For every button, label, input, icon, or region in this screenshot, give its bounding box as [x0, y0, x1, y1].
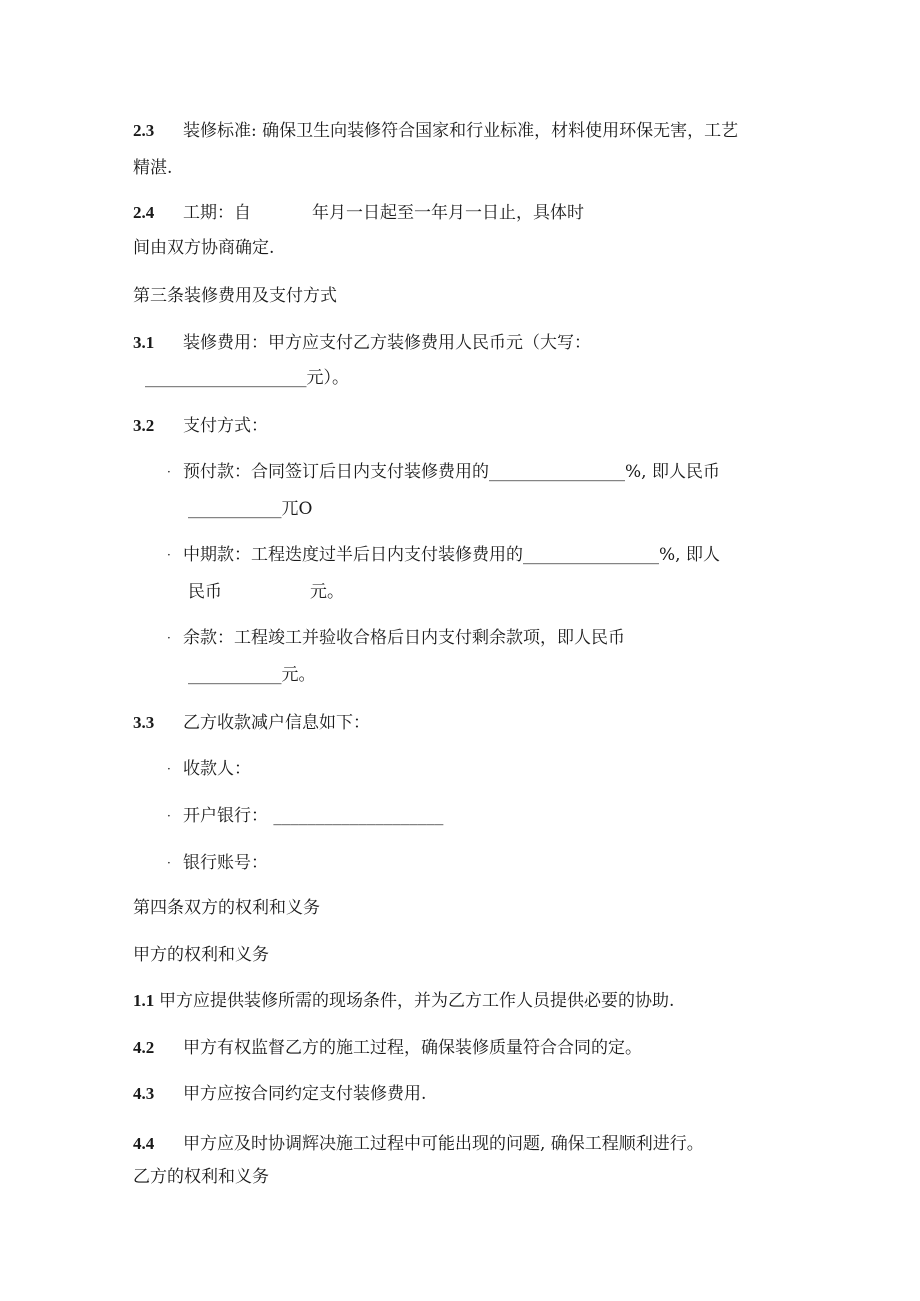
- list-item: 余款：工程竣工并验收合格后日内支付剩余款项，即人民币: [183, 628, 625, 648]
- clause-text: 甲方有权监督乙方的施工过程，确保装修质量符合合同的定。: [183, 1038, 642, 1058]
- bullet: ·: [167, 809, 171, 823]
- list-item: 银行账号：: [183, 853, 268, 873]
- clause-number: 2.3: [133, 121, 155, 140]
- clause-text: 工期：自: [183, 203, 251, 223]
- list-item: 中期款：工程迭度过半后日内支付装修费用的________________%, 即人: [183, 545, 720, 565]
- clause-number: 3.2: [133, 416, 155, 435]
- clause-number: 3.1: [133, 333, 155, 352]
- clause-continuation: 间由双方协商确定.: [133, 238, 275, 258]
- clause-number: 4.2: [133, 1038, 155, 1057]
- clause-text: 支付方式：: [183, 416, 268, 436]
- article-title: 第三条装修费用及支付方式: [133, 286, 337, 306]
- clause-text: 乙方收款减户信息如下：: [183, 713, 370, 733]
- bullet: ·: [167, 548, 171, 562]
- clause-text: 甲方应提供装修所需的现场条件，并为乙方工作人员提供必要的协助.: [159, 991, 675, 1011]
- list-item-continuation: ___________兀O: [188, 499, 313, 519]
- clause-continuation: 精湛.: [133, 158, 173, 178]
- list-item-continuation-part2: 元。: [310, 582, 344, 602]
- section-title: 甲方的权利和义务: [133, 945, 269, 965]
- clause-number: 2.4: [133, 203, 155, 222]
- bullet: ·: [167, 465, 171, 479]
- article-title: 第四条双方的权利和义务: [133, 898, 320, 918]
- clause-text: 甲方应按合同约定支付装修费用.: [183, 1084, 427, 1104]
- clause-text-part2: 年月一日起至一年月一日止，具体时: [312, 203, 584, 223]
- bullet: ·: [167, 856, 171, 870]
- clause-continuation: ___________________元）。: [145, 368, 349, 388]
- clause-number: 4.3: [133, 1084, 155, 1103]
- bullet: ·: [167, 631, 171, 645]
- clause-number: 4.4: [133, 1134, 155, 1153]
- clause-text: 装修费用：甲方应支付乙方装修费用人民币元（大写：: [183, 333, 591, 353]
- section-title: 乙方的权利和义务: [133, 1167, 269, 1187]
- list-item: 收款人：: [183, 759, 251, 779]
- clause-number: 3.3: [133, 713, 155, 732]
- list-item: 预付款：合同签订后日内支付装修费用的________________%, 即人民币: [183, 462, 720, 482]
- list-item: 开户银行： ____________________: [183, 806, 444, 826]
- clause-text: 装修标准: 确保卫生向装修符合国家和行业标准，材料使用环保无害，工艺: [183, 121, 739, 141]
- list-item-continuation: 民币: [188, 582, 222, 602]
- bullet: ·: [167, 762, 171, 776]
- list-item-continuation: ___________元。: [188, 665, 316, 685]
- clause-number: 1.1: [133, 991, 155, 1010]
- clause-text: 甲方应及时协调辉决施工过程中可能出现的问题, 确保工程顺利进行。: [183, 1134, 704, 1154]
